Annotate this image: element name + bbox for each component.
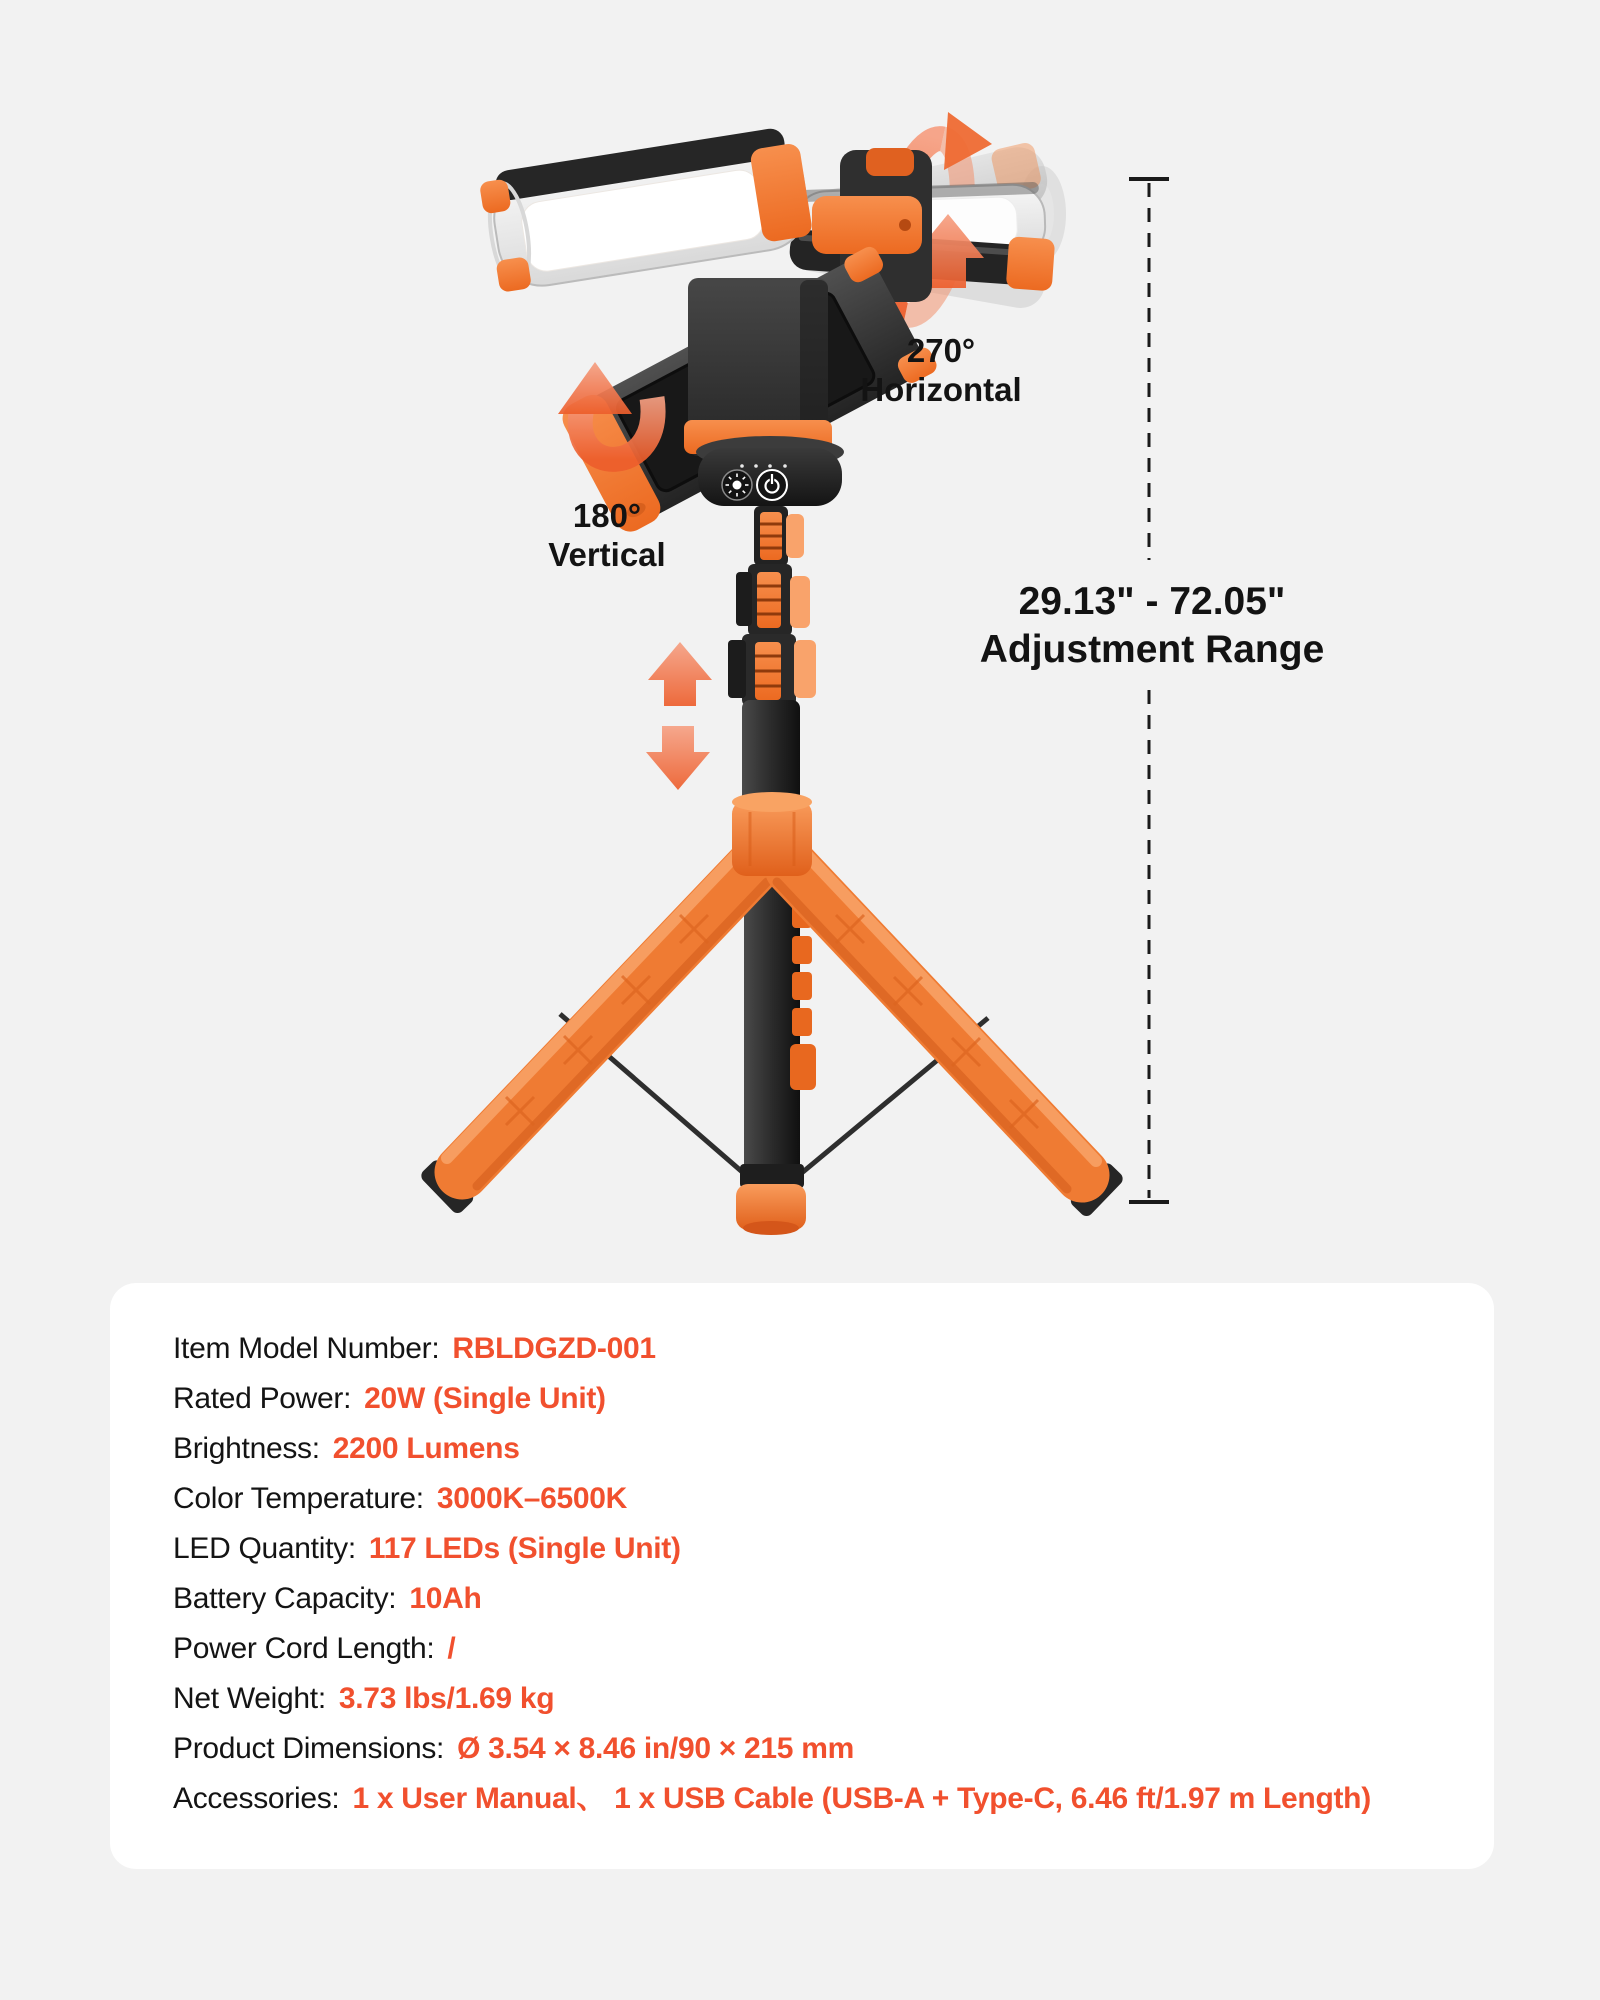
spec-value: 2200 Lumens (332, 1432, 520, 1465)
spec-row (173, 1324, 1454, 1374)
vertical-rotation-label: Vertical (548, 536, 666, 573)
spec-label: Color Temperature: (173, 1482, 424, 1515)
spec-row (173, 1724, 1454, 1774)
spec-label: Net Weight: (173, 1682, 326, 1715)
annotation-horizontal-rotation (860, 331, 1021, 409)
vertical-rotation-degrees: 180° (572, 497, 642, 534)
spec-value: RBLDGZD-001 (452, 1332, 656, 1365)
spec-value: 20W (Single Unit) (364, 1382, 606, 1415)
spec-value: 3000K–6500K (436, 1482, 628, 1515)
power-button (757, 470, 787, 500)
adjustment-range-values: 29.13" - 72.05" (1018, 580, 1286, 623)
spec-label: Accessories: (173, 1782, 340, 1815)
height-down-arrow-icon (646, 726, 710, 790)
spec-value: 3.73 lbs/1.69 kg (338, 1682, 555, 1715)
spec-label: Power Cord Length: (173, 1632, 435, 1665)
spec-label: LED Quantity: (173, 1532, 356, 1565)
horizontal-rotation-degrees: 270° (906, 332, 976, 369)
spec-value: Ø 3.54 × 8.46 in/90 × 215 mm (457, 1732, 854, 1765)
spec-row (173, 1374, 1454, 1424)
spec-row (173, 1524, 1454, 1574)
annotation-vertical-rotation (548, 496, 665, 574)
left-light-head (478, 125, 815, 294)
tripod-leg-left (418, 854, 767, 1216)
brightness-button (722, 470, 752, 500)
telescoping-pole (728, 506, 816, 812)
spec-row (173, 1424, 1454, 1474)
spec-row (173, 1574, 1454, 1624)
spec-card (110, 1283, 1494, 1869)
spec-row (173, 1624, 1454, 1674)
spec-value: 10Ah (409, 1582, 482, 1615)
spec-value: / (447, 1632, 456, 1665)
spec-row (173, 1474, 1454, 1524)
spec-label: Product Dimensions: (173, 1732, 445, 1765)
spec-label: Battery Capacity: (173, 1582, 397, 1615)
spec-label: Rated Power: (173, 1382, 352, 1415)
annotation-adjustment-range (980, 578, 1325, 674)
spec-value: 117 LEDs (Single Unit) (368, 1532, 681, 1565)
spec-label: Brightness: (173, 1432, 320, 1465)
adjustment-range-label: Adjustment Range (979, 628, 1325, 671)
height-up-arrow-icon (648, 642, 712, 706)
horizontal-rotation-label: Horizontal (860, 371, 1022, 408)
spec-value: 1 x User Manual、 1 x USB Cable (USB-A + Type-C, 6.46 ft/1.97 m Length) (352, 1782, 1371, 1815)
spec-label: Item Model Number: (173, 1332, 440, 1365)
control-pod (696, 436, 844, 506)
measurement-line (1129, 179, 1169, 1202)
spec-row (173, 1674, 1454, 1724)
spec-row (173, 1774, 1454, 1824)
light-body (684, 278, 832, 456)
tripod-hub (732, 792, 812, 876)
tripod-leg-right (777, 854, 1126, 1219)
